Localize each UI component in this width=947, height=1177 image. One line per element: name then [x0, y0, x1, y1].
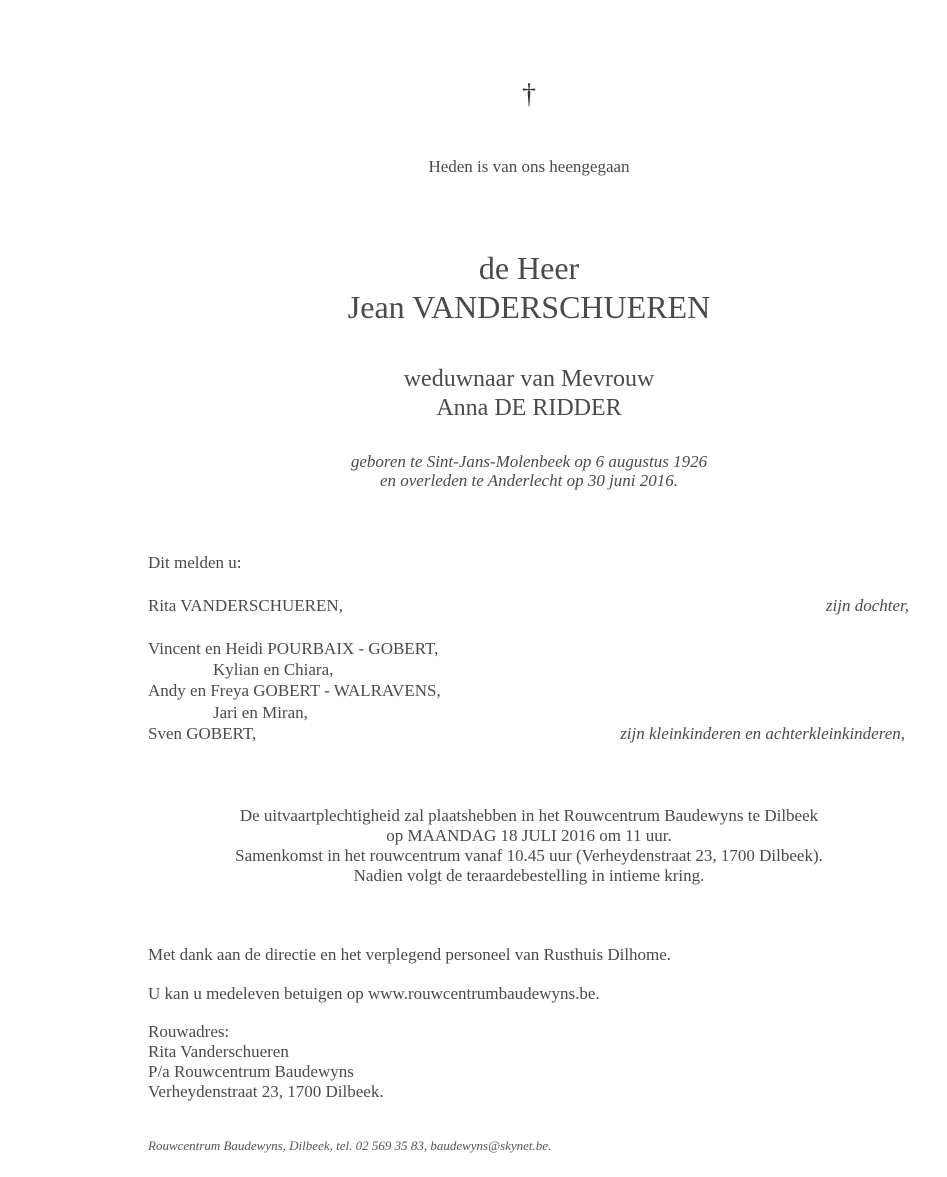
- funeral-line: De uitvaartplechtigheid zal plaatshebben in het Rouwcentrum Baudewyns te Dilbeek: [239, 806, 819, 825]
- grandchild-line: Sven GOBERT,: [148, 724, 257, 743]
- spouse-name: Anna DE RIDDER: [436, 395, 622, 421]
- cross-icon: †: [522, 79, 536, 110]
- daughter-name: Rita VANDERSCHUEREN,: [148, 596, 343, 615]
- address-line: P/a Rouwcentrum Baudewyns: [148, 1062, 354, 1081]
- death-line: en overleden te Anderlecht op 30 juni 2016.: [379, 471, 679, 490]
- grandchild-line: Andy en Freya GOBERT - WALRAVENS,: [148, 681, 441, 700]
- daughter-relation: zijn dochter,: [825, 596, 909, 615]
- great-grandchild-line: Jari en Miran,: [213, 703, 308, 722]
- birth-line: geboren te Sint-Jans-Molenbeek op 6 augustus 1926: [350, 452, 708, 471]
- funeral-line: op MAANDAG 18 JULI 2016 om 11 uur.: [386, 826, 672, 845]
- announce-text: Dit melden u:: [148, 553, 242, 572]
- grandchildren-relation: zijn kleinkinderen en achterkleinkinderen,: [620, 724, 905, 743]
- footer-text: Rouwcentrum Baudewyns, Dilbeek, tel. 02 569 35 83, baudewyns@skynet.be.: [148, 1138, 552, 1153]
- funeral-line: Samenkomst in het rouwcentrum vanaf 10.45 uur (Verheydenstraat 23, 1700 Dilbeek).: [235, 846, 823, 865]
- condolence-text: U kan u medeleven betuigen op www.rouwcentrumbaudewyns.be.: [148, 984, 600, 1003]
- thanks-text: Met dank aan de directie en het verplegend personeel van Rusthuis Dilhome.: [148, 945, 672, 964]
- intro-text: Heden is van ons heengegaan: [428, 157, 630, 176]
- address-line: Rita Vanderschueren: [148, 1042, 289, 1061]
- address-label: Rouwadres:: [148, 1022, 230, 1041]
- funeral-line: Nadien volgt de teraardebestelling in intieme kring.: [353, 866, 705, 885]
- address-line: Verheydenstraat 23, 1700 Dilbeek.: [148, 1082, 384, 1101]
- deceased-title: de Heer: [478, 250, 580, 286]
- great-grandchild-line: Kylian en Chiara,: [213, 660, 334, 679]
- grandchild-line: Vincent en Heidi POURBAIX - GOBERT,: [148, 639, 439, 658]
- spouse-line: weduwnaar van Mevrouw: [403, 366, 655, 392]
- deceased-name: Jean VANDERSCHUEREN: [347, 289, 711, 325]
